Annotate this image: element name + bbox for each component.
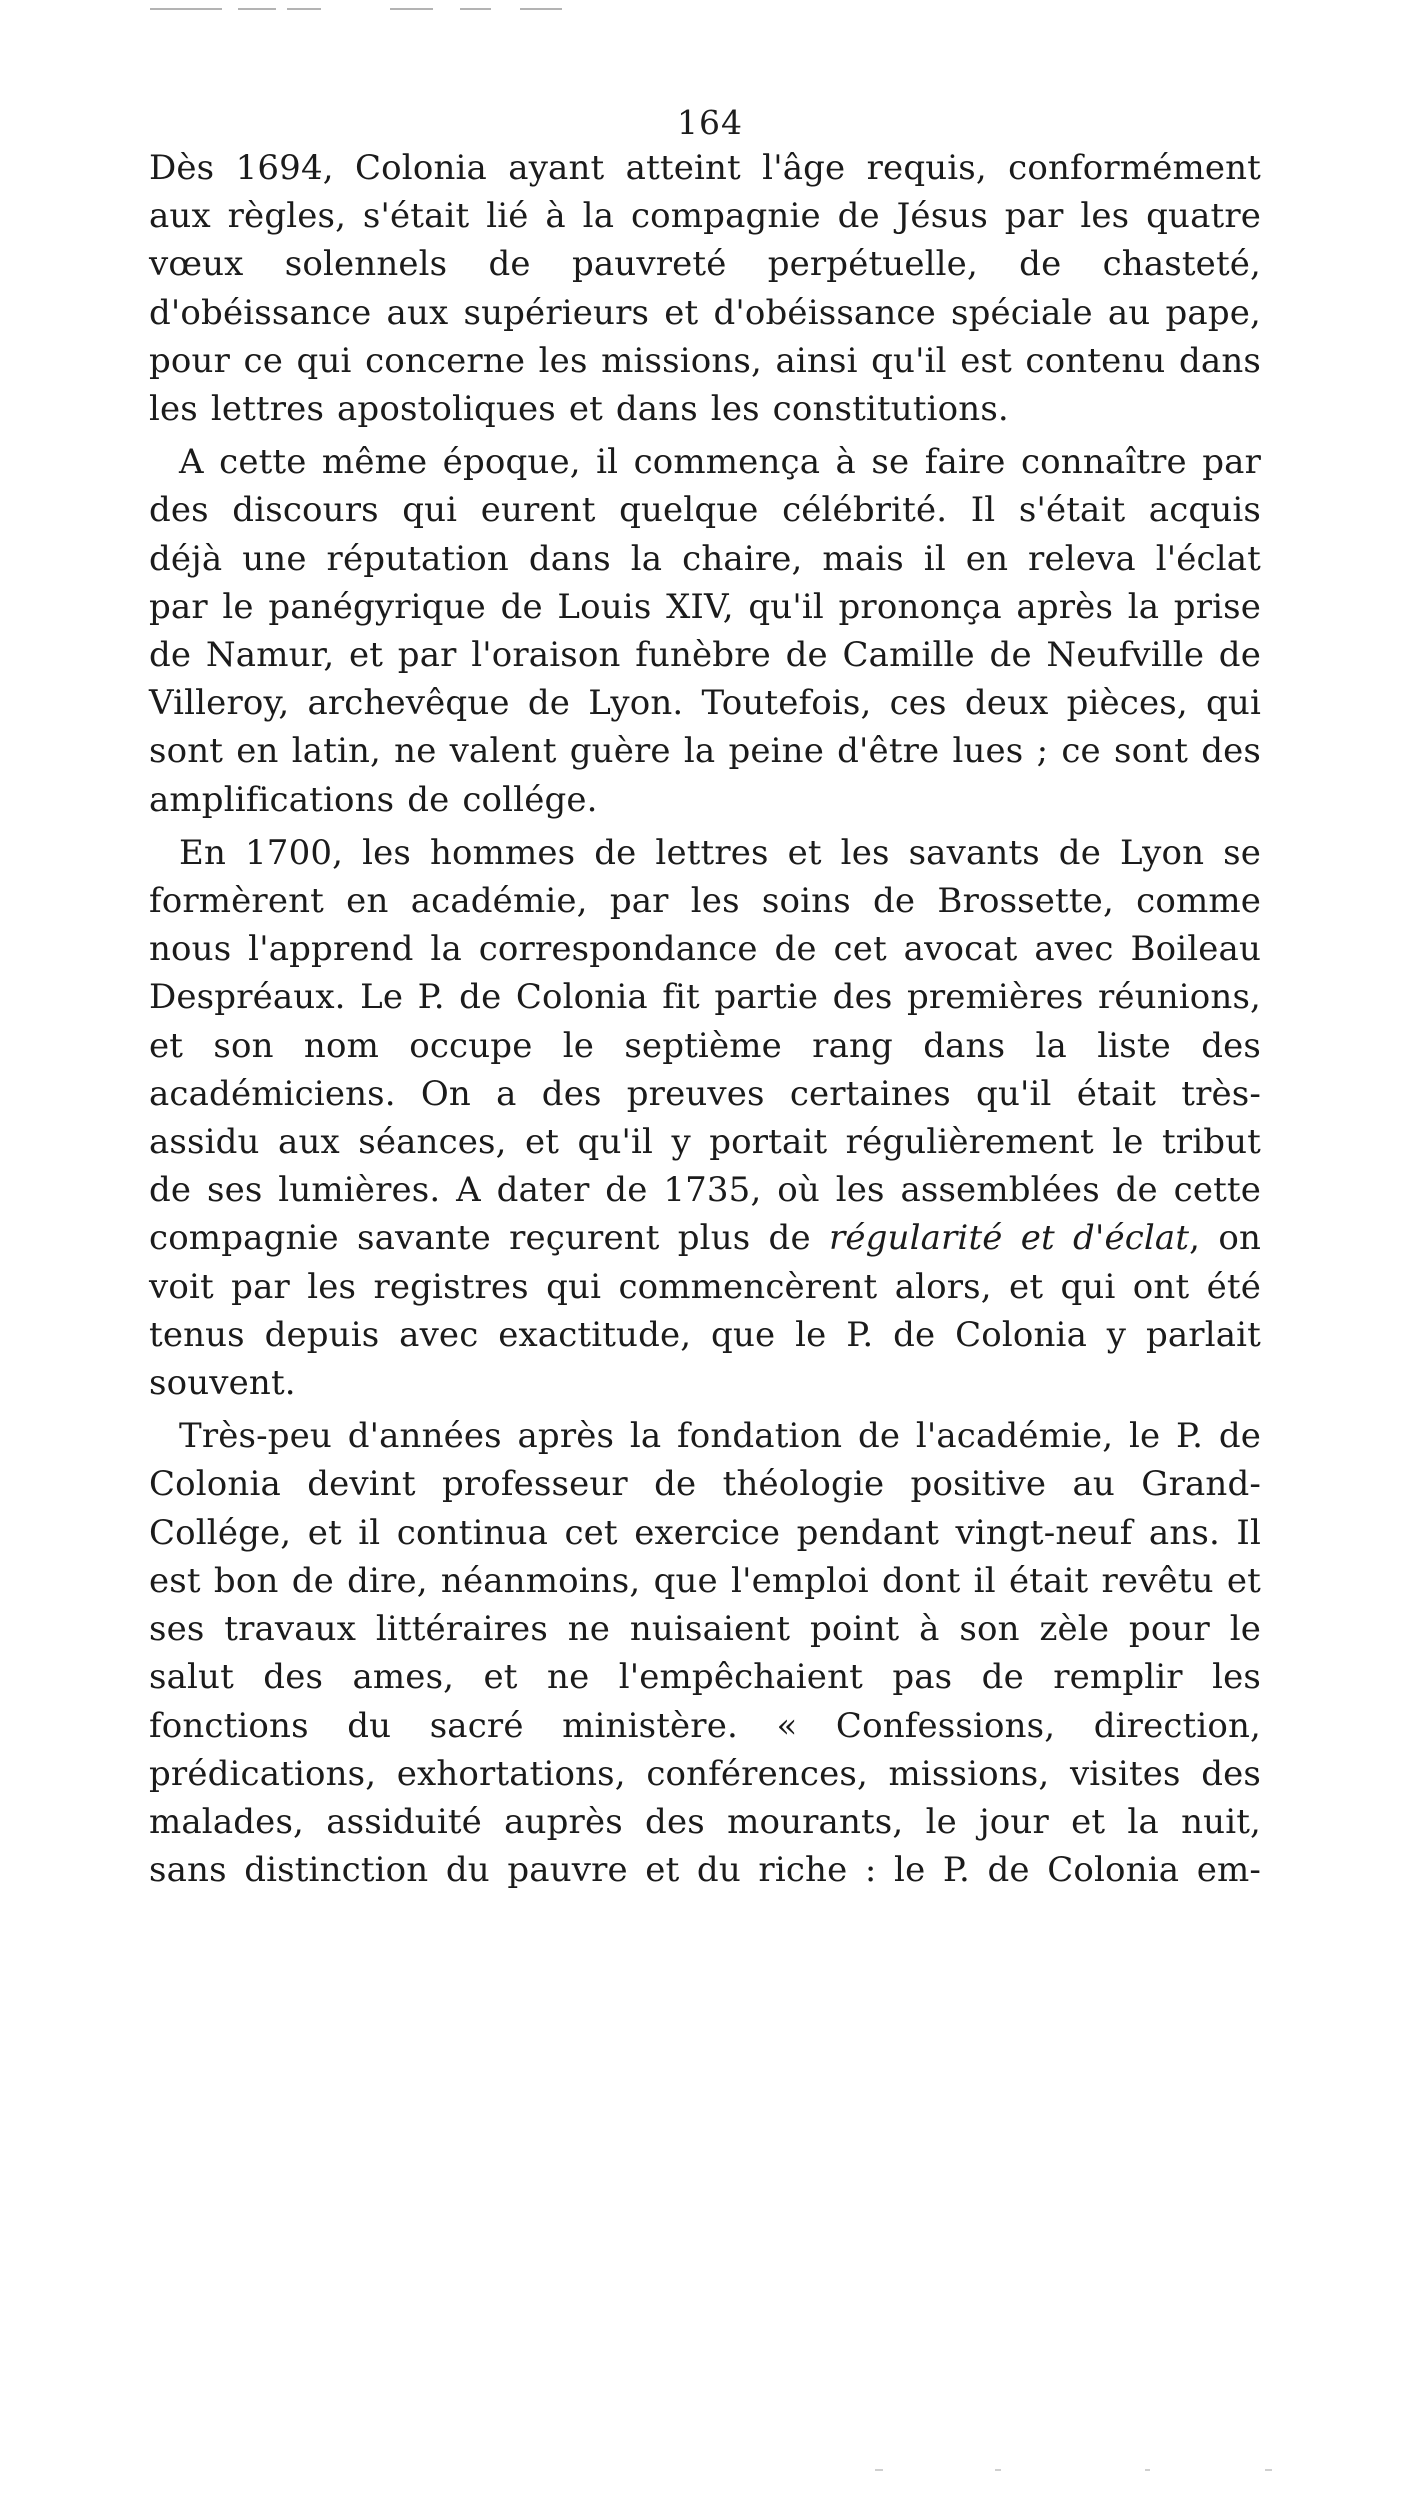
paragraph-2: A cette même époque, il commença à se faire connaître par des discours qui eurent quelque célébrité. Il s'était acquis déjà une réputation dans la chaire, mais il en releva l'éclat par le panégyrique de Louis XIV, qu'il prononça après la prise de Namur, et par l'oraison funèbre de Camille de Neufville de Villeroy, archevêque de Lyon. Toutefois, ces deux pièces, qui sont en latin, ne valent guère la peine d'être lues ; ce sont des amplifications de collége. xyxy=(149,442,1261,820)
paragraph-3 xyxy=(149,829,1261,1407)
bottom-scan-marks xyxy=(875,2466,1325,2474)
paragraph-4: Très-peu d'années après la fondation de l'académie, le P. de Colonia devint professeur de théologie positive au Grand-Collége, et il continua cet exercice pendant vingt-neuf ans. Il est bon de dire, néanmoins, que l'emploi dont il était revêtu et ses travaux littéraires ne nuisaient point à son zèle pour le salut des ames, et ne l'empêchaient pas de remplir les fonctions du sacré ministère. « Confessions, direction, prédications, exhortations, conférences, missions, visites des malades, assiduité auprès des mourants, le jour et la nuit, sans distinction du pauvre et du riche : le P. de Colonia em- xyxy=(149,1416,1261,1891)
paragraph-3-text-after-italic: , on voit par les registres qui commencèrent alors, et qui ont été tenus depuis avec exactitude, que le P. de Colonia y parlait souvent. xyxy=(149,1218,1261,1404)
page-number: 164 xyxy=(677,103,743,142)
paragraph-3-italic-phrase: régularité et d'éclat xyxy=(828,1218,1190,1259)
paragraph-3-text-before-italic: En 1700, les hommes de lettres et les savants de Lyon se formèrent en académie, par les soins de Brossette, comme nous l'apprend la correspondance de cet avocat avec Boileau Despréaux. Le P. de Colonia fit partie des premières réunions, et son nom occupe le septième rang dans la liste des académiciens. On a des preuves certaines qu'il était très-assidu aux séances, et qu'il y portait régulièrement le tribut de ses lumières. A dater de 1735, où les assemblées de cette compagnie savante reçurent plus de xyxy=(149,832,1261,1259)
top-scan-marks xyxy=(150,0,570,16)
paragraph-1: Dès 1694, Colonia ayant atteint l'âge requis, conformément aux règles, s'était lié à la compagnie de Jésus par les quatre vœux solennels de pauvreté perpétuelle, de chasteté, d'obéissance aux supérieurs et d'obéissance spéciale au pape, pour ce qui concerne les missions, ainsi qu'il est contenu dans les lettres apostoliques et dans les constitutions. xyxy=(149,148,1261,430)
body-text xyxy=(149,144,1261,1899)
